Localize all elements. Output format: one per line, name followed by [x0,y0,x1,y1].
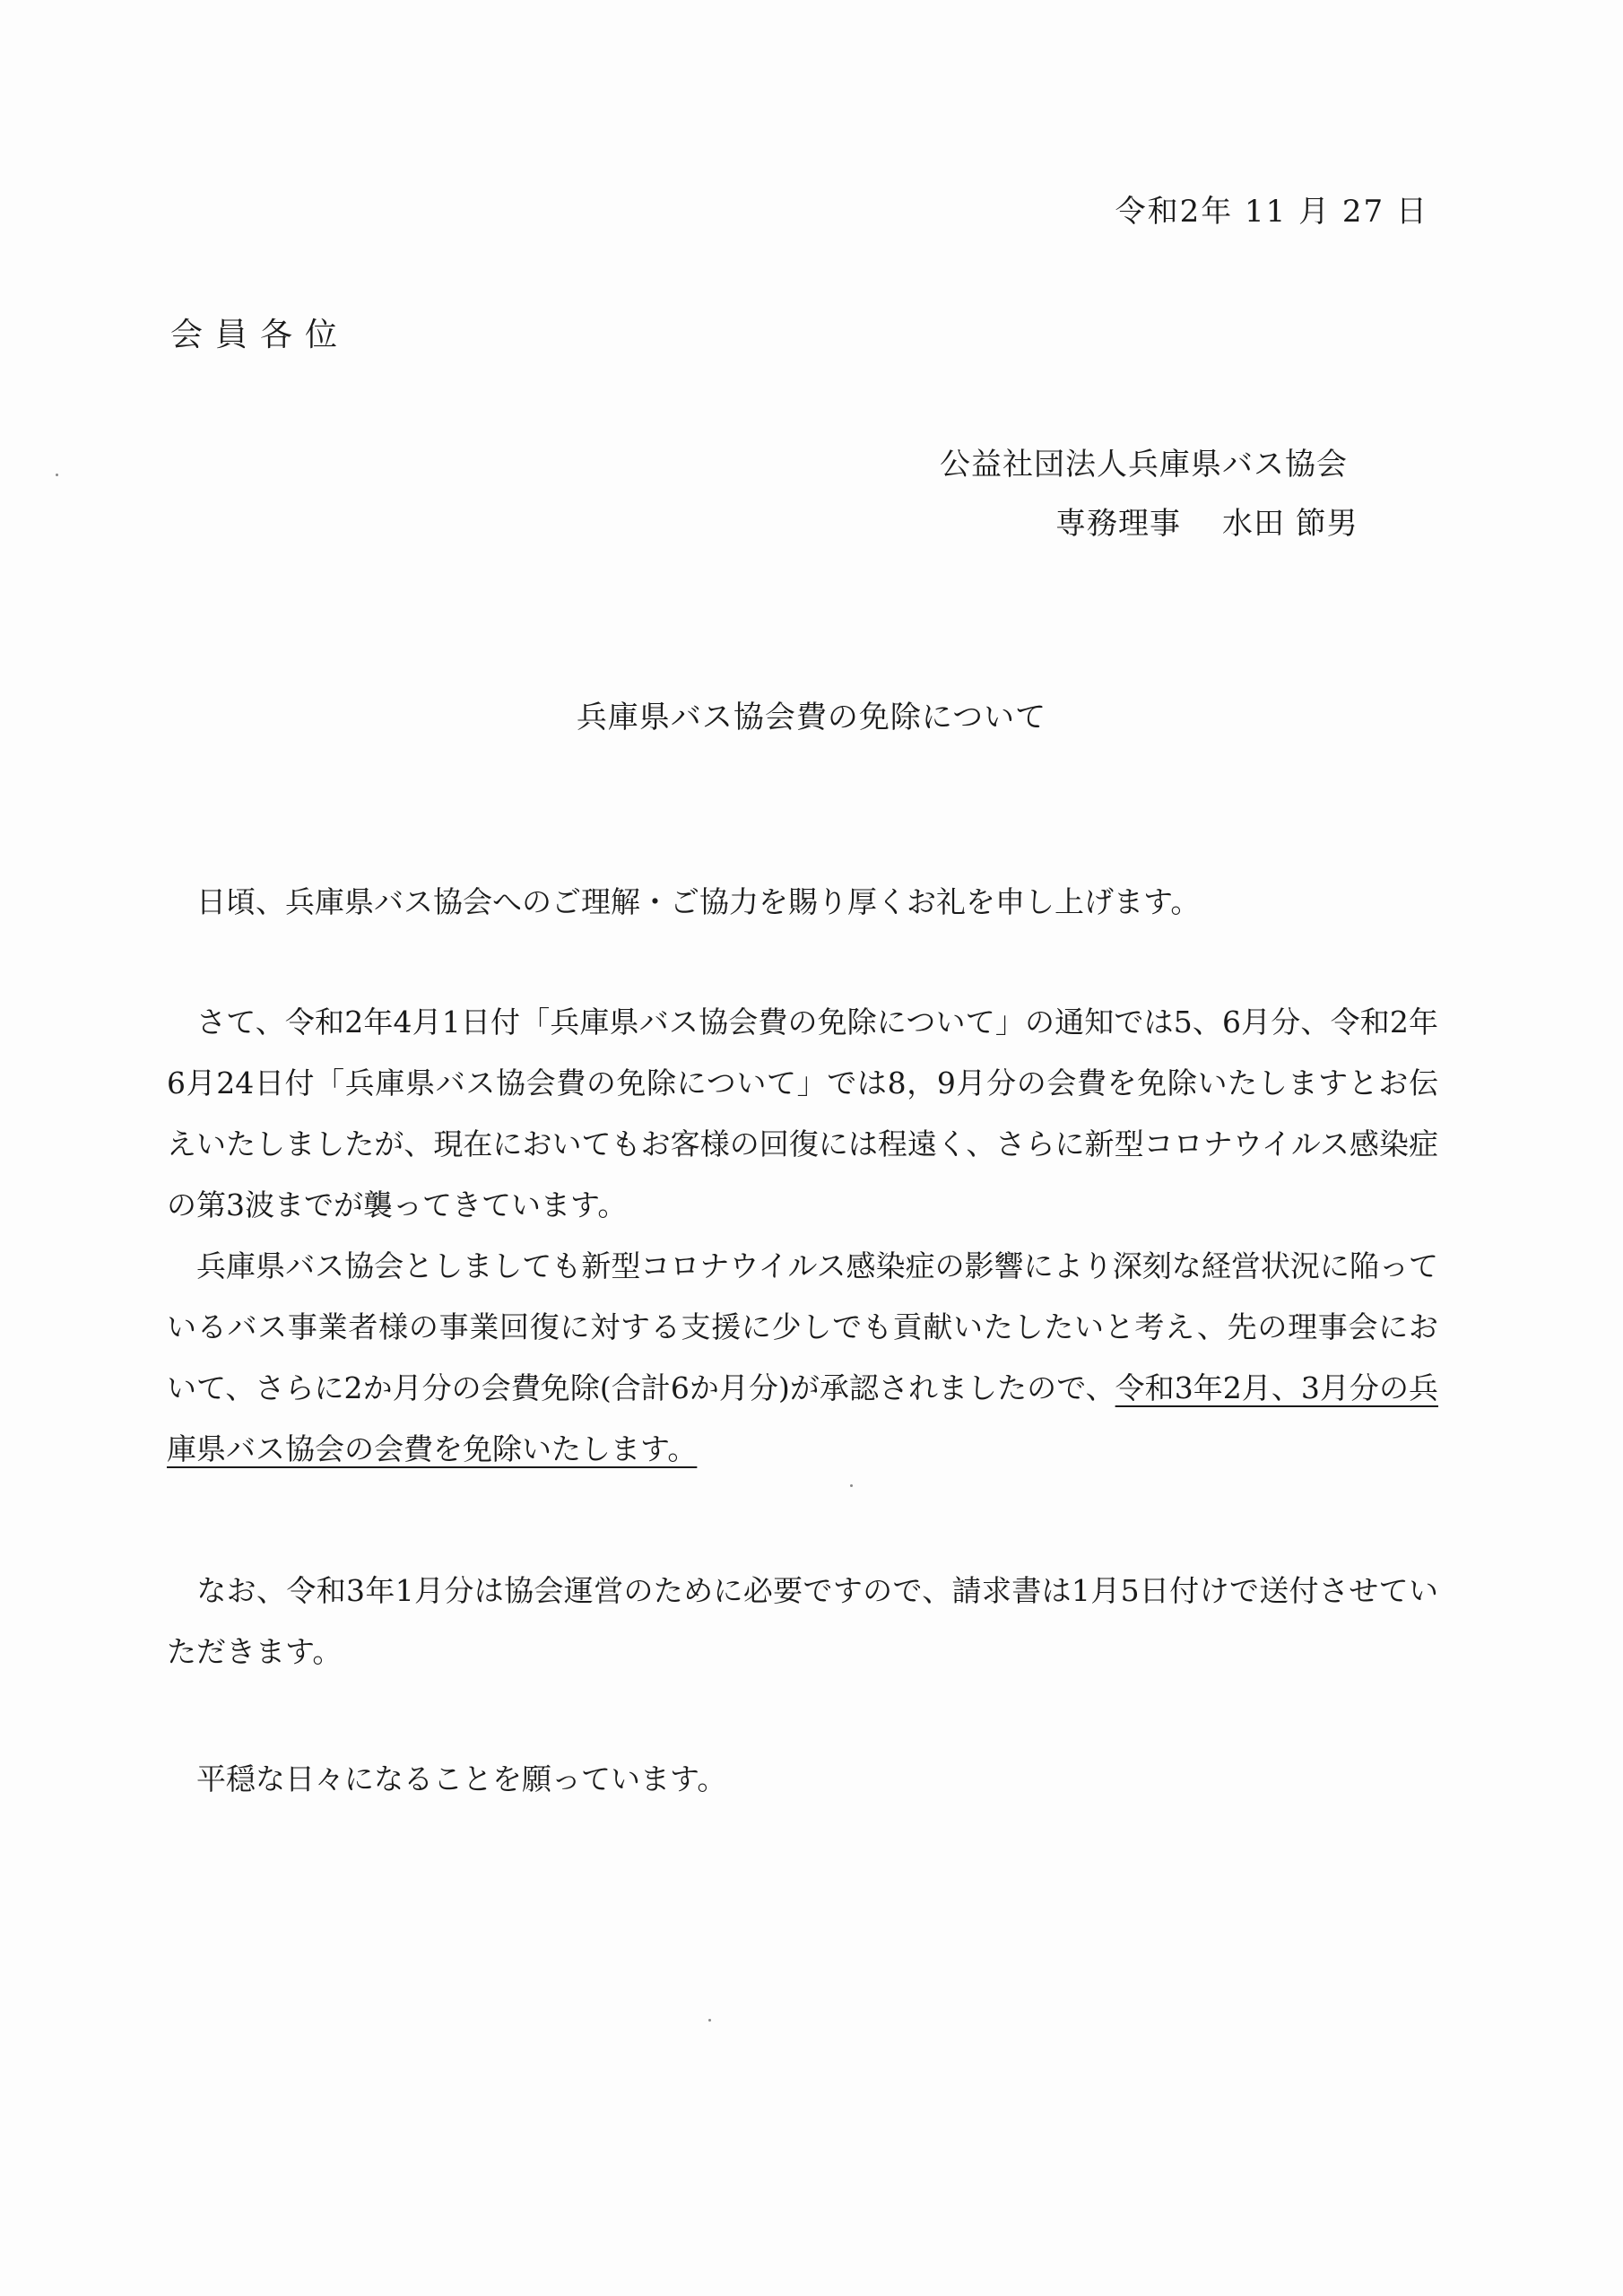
greeting-paragraph [167,872,1438,933]
scan-speck [708,2019,711,2022]
sender-person [1055,499,1358,543]
paragraph-2-text: 兵庫県バス協会としましても新型コロナウイルス感染症の影響により深刻な経営状況に陥っているバス事業者様の事業回復に対する支援に少しでも貢献いたしたいと考え、先の理事会において、さらに2か月分の会費免除(合計6か月分)が承認されましたので、 [167,1248,1438,1405]
addressee: 会員各位 [170,317,351,353]
body-paragraph-2 [167,1236,1438,1480]
sender-name: 水田 節男 [1222,506,1358,542]
paragraph-3-text: なお、令和3年1月分は協会運営のために必要ですので、請求書は1月5日付けで送付させていただきます。 [167,1573,1438,1669]
scan-speck [56,474,58,476]
scan-speck [850,1484,853,1487]
sender-organization: 公益社団法人兵庫県バス協会 [940,447,1348,483]
document-title: 兵庫県バス協会費の免除について [576,700,1047,735]
greeting-text: 日頃、兵庫県バス協会へのご理解・ご協力を賜り厚くお礼を申し上げます。 [196,884,1201,919]
sender-role: 専務理事 [1055,506,1181,542]
paragraph-2-underlined-text: 令和3年2月、3月分の兵庫県バス協会の会費を免除いたします。 [167,1370,1438,1466]
body-paragraph-3 [167,1561,1438,1683]
body-paragraph-1 [167,992,1438,1236]
closing-text: 平穏な日々になることを願っています。 [196,1761,727,1796]
closing-paragraph [167,1749,1438,1810]
letter-date: 令和2年 11 月 27 日 [1115,194,1428,230]
paragraph-1-text: さて、令和2年4月1日付「兵庫県バス協会費の免除について」の通知では5、6月分、令和2年6月24日付「兵庫県バス協会費の免除について」では8，9月分の会費を免除いたしますとお伝えいたしましたが、現在においてもお客様の回復には程遠く、さらに新型コロナウイルス感染症の第3波までが襲ってきています。 [167,1004,1438,1222]
